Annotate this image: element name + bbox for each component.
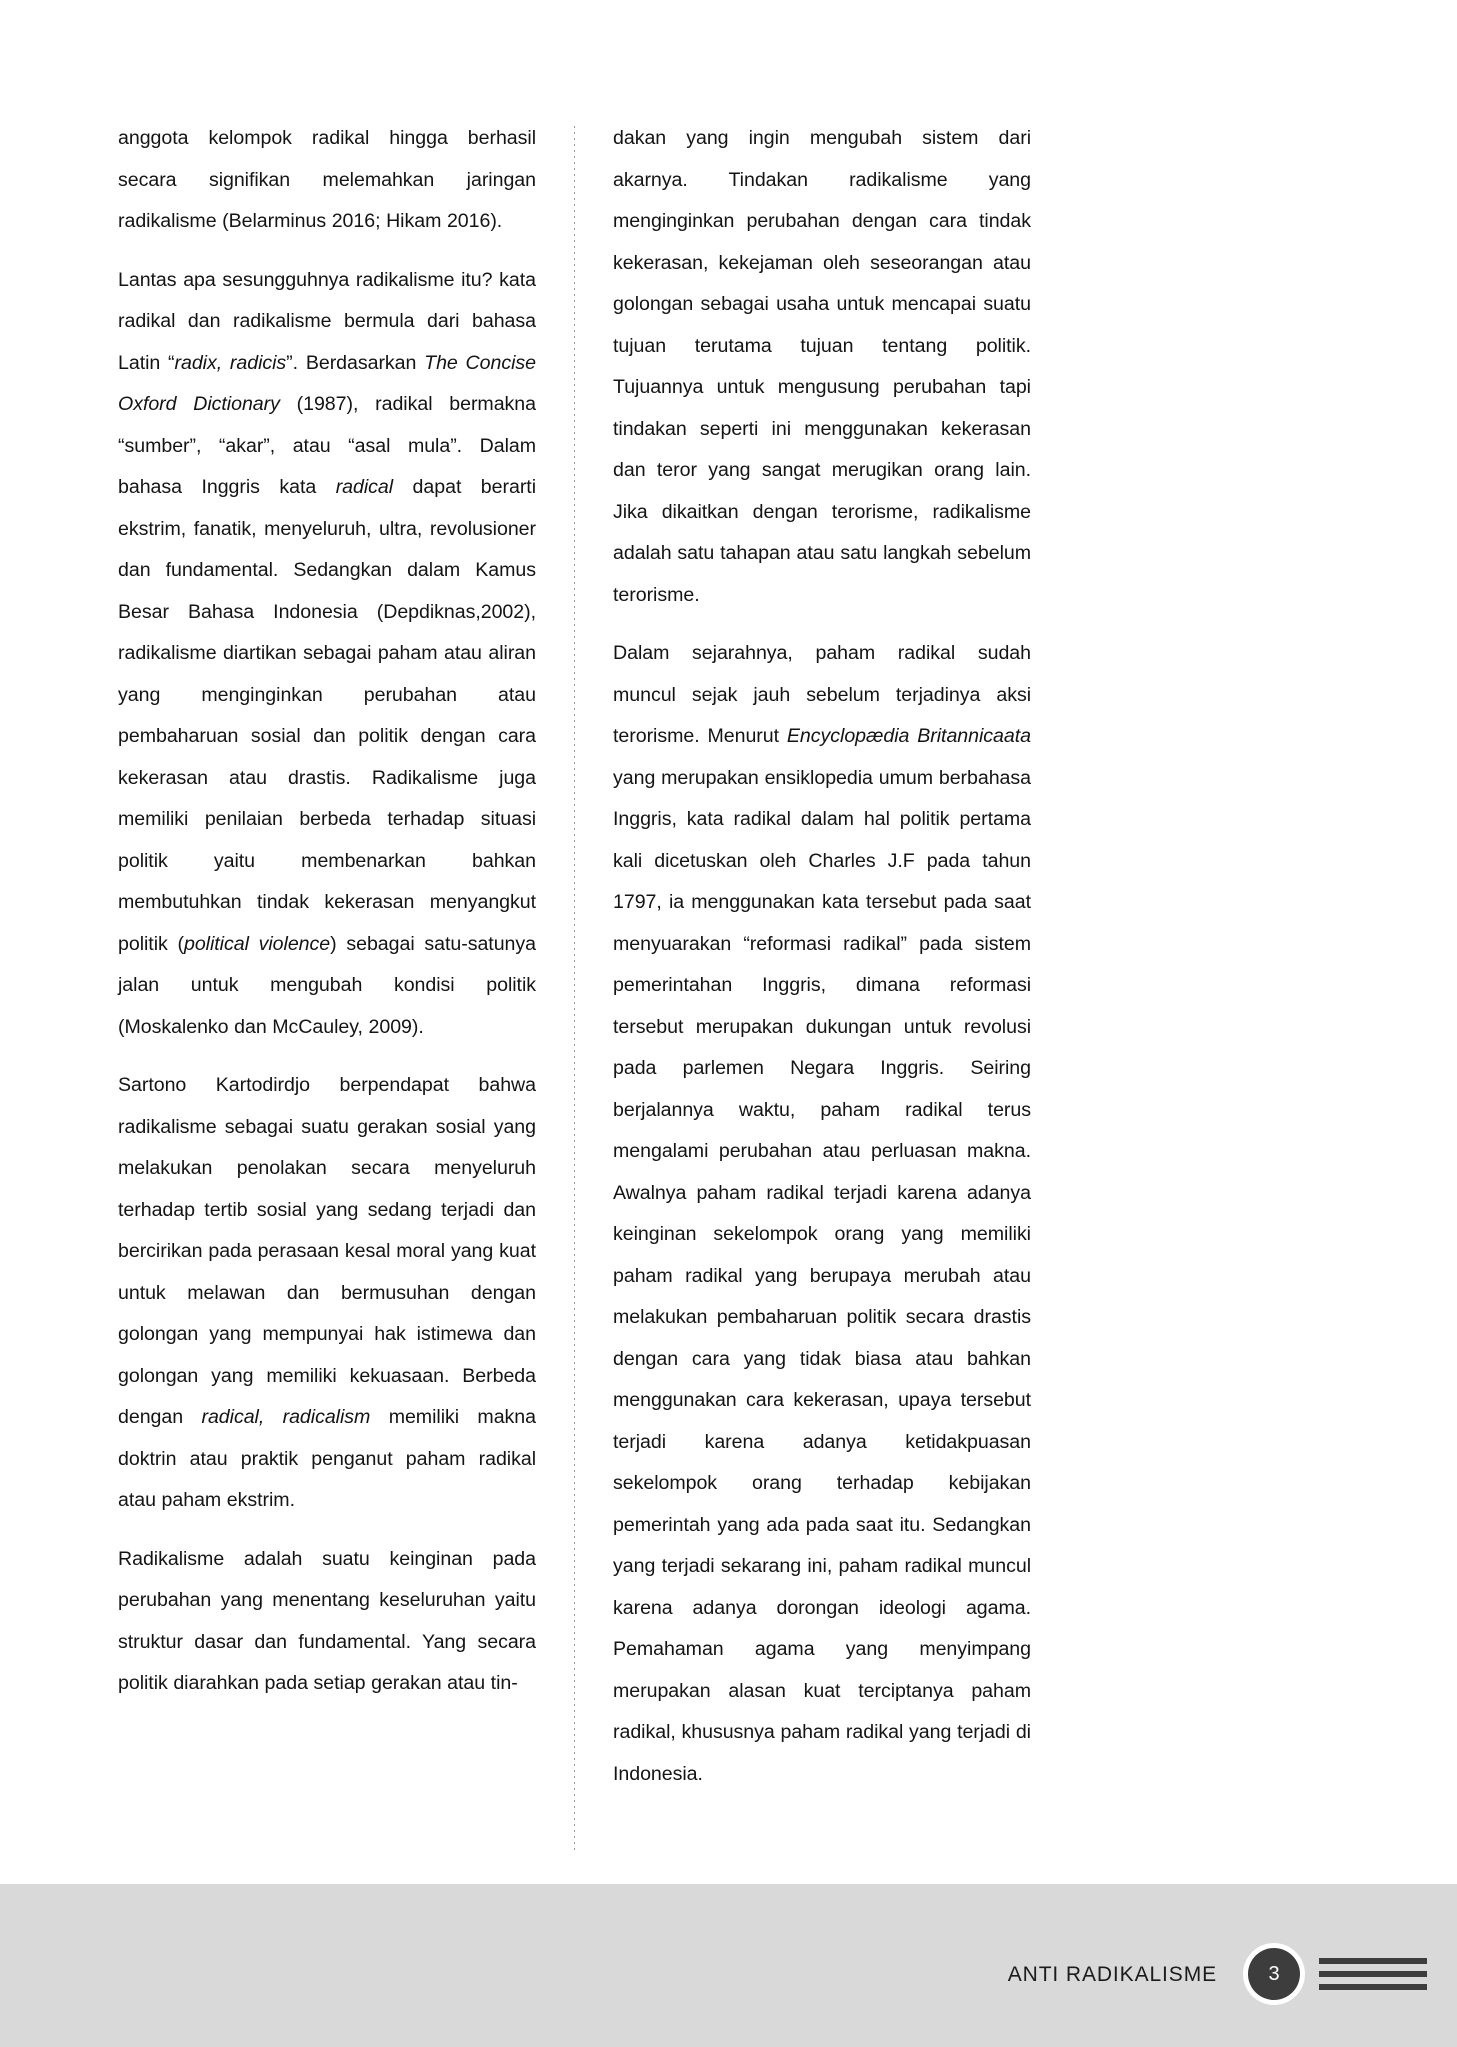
paragraph: Sartono Kartodirdjo berpendapat bahwa radikalisme sebagai suatu gerakan sosial yang melakukan penolakan secara menyeluruh terhadap tertib sosial yang sedang terjadi dan bercirikan pada perasaan kesal moral yang kuat untuk melawan dan bermusuhan dengan golongan yang mempunyai hak istimewa dan golongan yang memiliki kekuasaan. Berbeda dengan radical, radicalism memiliki makna doktrin atau praktik penganut paham radikal atau paham ekstrim. [118,1074,536,1511]
left-text-column [118,118,574,1880]
paragraph: dakan yang ingin mengubah sistem dari akarnya. Tindakan radikalisme yang menginginkan perubahan dengan cara tindak kekerasan, kekejaman oleh seseorangan atau golongan sebagai usaha untuk mencapai suatu tujuan terutama tujuan tentang politik. Tujuannya untuk mengusung perubahan tapi tindakan seperti ini menggunakan kekerasan dan teror yang sangat merugikan orang lain. Jika dikaitkan dengan terorisme, radikalisme adalah satu tahapan atau satu langkah sebelum terorisme. [613,127,1031,606]
paragraph: Lantas apa sesungguhnya radikalisme itu? kata radikal dan radikalisme bermula dari bahasa Latin “radix, radicis”. Berdasarkan The Concise Oxford Dictionary (1987), radikal bermakna “sumber”, “akar”, atau “asal mula”. Dalam bahasa Inggris kata radical dapat berarti ekstrim, fanatik, menyeluruh, ultra, revolusioner dan fundamental. Sedangkan dalam Kamus Besar Bahasa Indonesia (Depdiknas,2002), radikalisme diartikan sebagai paham atau aliran yang menginginkan perubahan atau pembaharuan sosial dan politik dengan cara kekerasan atau drastis. Radikalisme juga memiliki penilaian berbeda terhadap situasi politik yaitu membenarkan bahkan membutuhkan tindak kekerasan menyangkut politik (political violence) sebagai satu-satunya jalan untuk mengubah kondisi politik (Moskalenko dan McCauley, 2009). [118,268,536,1038]
encyclopedia-title: Encyclopædia Britannicaata [786,725,1031,747]
footer-content [1008,1943,1427,2005]
english-term: radical, radicalism [201,1406,371,1428]
page-number-value: 3 [1248,1948,1300,2000]
right-text-column [575,118,1031,1880]
footer-book-title: ANTI RADIKALISME [1007,1962,1217,1986]
latin-term: radix, radicis [174,351,287,374]
page-number-badge [1243,1943,1305,2005]
paragraph: anggota kelompok radikal hingga berhasil secara signifikan melemahkan jaringan radikalisme (Belarminus 2016; Hikam 2016). [118,127,536,232]
paragraph: Dalam sejarahnya, paham radikal sudah muncul sejak jauh sebelum terjadinya aksi terorisme. Menurut Encyclopædia Britannicaata yang merupakan ensiklopedia umum berbahasa Inggris, kata radikal dalam hal politik pertama kali dicetuskan oleh Charles J.F pada tahun 1797, ia menggunakan kata tersebut pada saat menyuarakan “reformasi radikal” pada sistem pemerintahan Inggris, dimana reformasi tersebut merupakan dukungan untuk revolusi pada parlemen Negara Inggris. Seiring berjalannya waktu, paham radikal terus mengalami perubahan atau perluasan makna. Awalnya paham radikal terjadi karena adanya keinginan sekelompok orang yang memiliki paham radikal yang berupaya merubah atau melakukan pembaharuan politik secara drastis dengan cara yang tidak biasa atau bahkan menggunakan cara kekerasan, upaya tersebut terjadi karena adanya ketidakpuasan sekelompok orang terhadap kebijakan pemerintah yang ada pada saat itu. Sedangkan yang terjadi sekarang ini, paham radikal muncul karena adanya dorongan ideologi agama. Pemahaman agama yang menyimpang merupakan alasan kuat terciptanya paham radikal, khususnya paham radikal yang terjadi di Indonesia. [613,642,1031,1785]
page-footer [0,1884,1457,2047]
footer-bar [1319,1958,1427,1964]
footer-bar [1319,1971,1427,1977]
english-term: political violence [183,932,331,955]
book-title: The Concise Oxford Dictionary [118,351,536,415]
footer-bar [1319,1984,1427,1990]
english-term: radical [335,476,394,498]
paragraph: Radikalisme adalah suatu keinginan pada perubahan yang menentang keseluruhan yaitu struktur dasar dan fundamental. Yang secara politik diarahkan pada setiap gerakan atau tin- [118,1547,536,1694]
footer-bars-decoration [1319,1958,1427,1990]
